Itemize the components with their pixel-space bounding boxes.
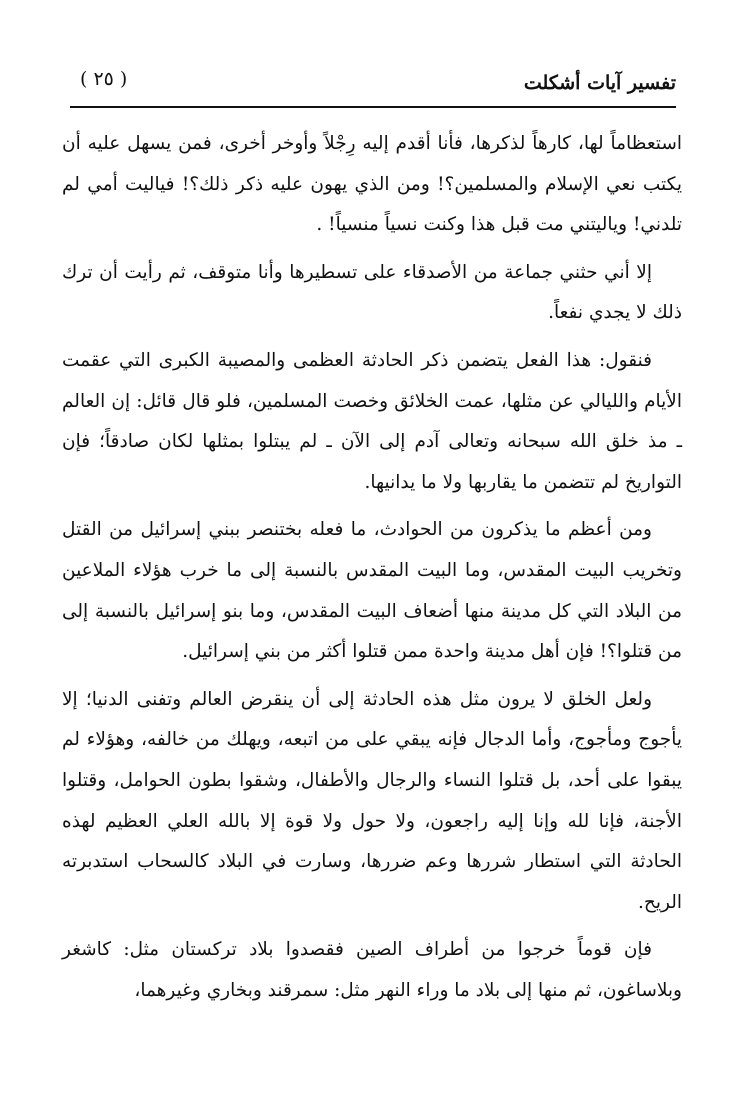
- paragraph: فإن قوماً خرجوا من أطراف الصين فقصدوا بلاد تركستان مثل: كاشغر وبلاساغون، ثم منها إلى بلاد ما وراء النهر مثل: سمرقند وبخاري وغيرهما،: [62, 939, 682, 1001]
- page-number: ( ٢٥ ): [80, 68, 128, 90]
- paragraph: إلا أني حثني جماعة من الأصدقاء على تسطيرها وأنا متوقف، ثم رأيت أن ترك ذلك لا يجدي نفعاً.: [62, 261, 682, 324]
- page-header: [70, 66, 676, 108]
- paragraph-continuation: استعظاماً لها، كارهاً لذكرها، فأنا أقدم إليه رِجْلاً وأوخر أخرى، فمن يسهل عليه أن يكتب نعي الإسلام والمسلمين؟! ومن الذي يهون عليه ذكر ذلك؟! فياليت أمي لم تلدني! وياليتني مت قبل هذا وكنت نسياً منسياً! .: [62, 133, 682, 236]
- paragraph: فنقول: هذا الفعل يتضمن ذكر الحادثة العظمى والمصيبة الكبرى التي عقمت الأيام والليالي عن مثلها، عمت الخلائق وخصت المسلمين، فلو قال قائل: إن العالم ـ مذ خلق الله سبحانه وتعالى آدم إلى الآن ـ لم يبتلوا بمثلها لكان صادقاً؛ فإن التواريخ لم تتضمن ما يقاربها ولا ما يدانيها.: [62, 349, 682, 493]
- paragraph: ولعل الخلق لا يرون مثل هذه الحادثة إلى أن ينقرض العالم وتفنى الدنيا؛ إلا يأجوج ومأجوج، وأما الدجال فإنه يبقي على من اتبعه، ويهلك من خالفه، وهؤلاء لم يبقوا على أحد، بل قتلوا النساء والرجال والأطفال، وشقوا بطون الحوامل، وقتلوا الأجنة، فإنا لله وإنا إليه راجعون، ولا حول ولا قوة إلا بالله العلي العظيم لهذه الحادثة التي استطار شررها وعم ضررها، وسارت في البلاد كالسحاب استدبرته الريح.: [62, 688, 682, 913]
- running-title: تفسير آيات أشكلت: [523, 72, 676, 94]
- body-text: [62, 124, 682, 1018]
- paragraph: ومن أعظم ما يذكرون من الحوادث، ما فعله بختنصر ببني إسرائيل من القتل وتخريب البيت المقدس، وما البيت المقدس بالنسبة إلى ما خرب هؤلاء الملاعين من البلاد التي كل مدينة منها أضعاف البيت المقدس، وما بنو إسرائيل بالنسبة إلى من قتلوا؟! فإن أهل مدينة واحدة ممن قتلوا أكثر من بني إسرائيل.: [62, 519, 682, 663]
